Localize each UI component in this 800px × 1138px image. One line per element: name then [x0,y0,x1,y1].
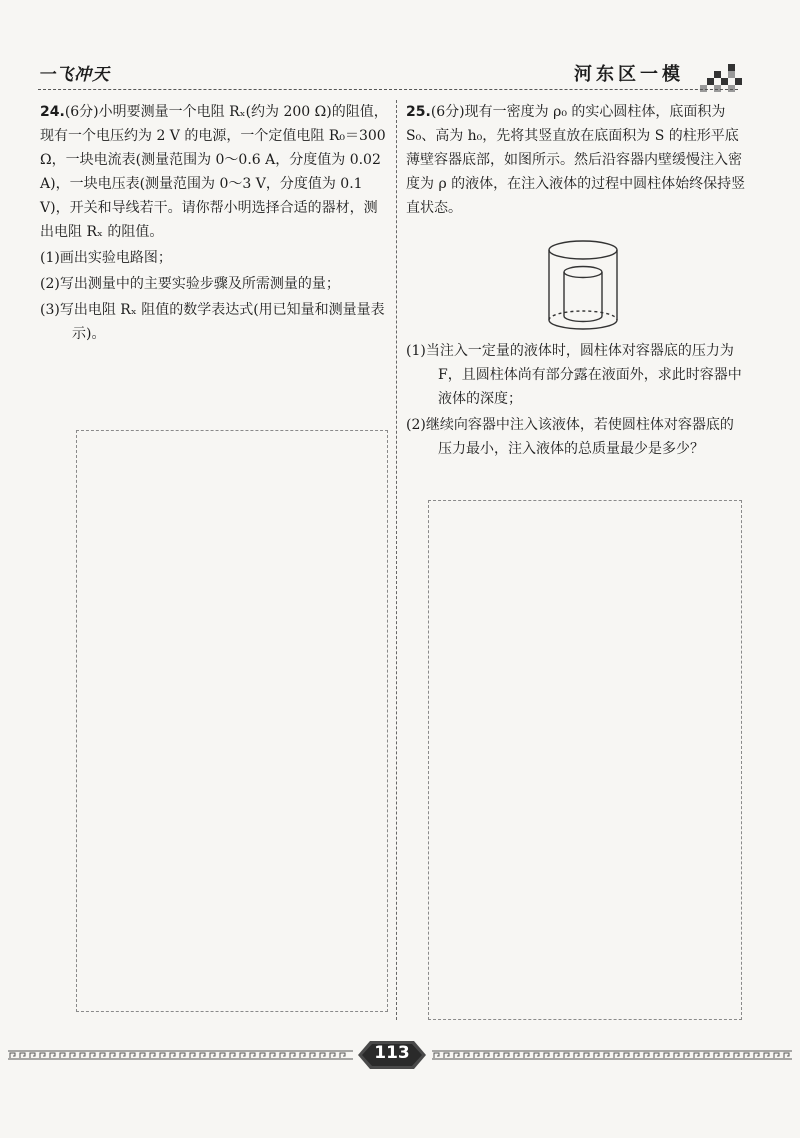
question-24-part-1: (1)画出实验电路图； [40,250,172,266]
question-25-number: 25. [406,104,431,120]
footer-pattern-right [432,1050,792,1060]
question-25-part-2: (2)继续向容器中注入该液体，若使圆柱体对容器底的压力最小，注入液体的总质量最少是多少？ [406,417,734,457]
header-left-title: 一飞冲天 [38,65,110,85]
question-25-part-1: (1)当注入一定量的液体时，圆柱体对容器底的压力为 F，且圆柱体尚有部分露在液面外，求此时容器中液体的深度； [406,343,742,407]
question-25 [406,100,746,220]
question-24-part-2: (2)写出测量中的主要实验步骤及所需测量的量； [40,276,340,292]
header-right-title: 河东区一模 [574,64,684,85]
question-25-statement [406,100,746,220]
header-rule [38,89,738,90]
page-number: 113 [374,1043,410,1063]
question-24 [40,100,388,346]
question-24-text: (6分)小明要测量一个电阻 Rₓ(约为 200 Ω)的阻值，现有一个电压约为 2 V 的电源，一个定值电阻 R₀＝300 Ω，一块电流表(测量范围为 0～0.6 A，分度值为 0.02 A)，一块电压表(测量范围为 0～3 V，分度值为 0.1 V)，开关和导线若干。请你帮小明选择合适的器材，测出电阻 Rₓ 的阻值。 [40,104,388,240]
question-24-answer-area[interactable] [76,430,388,1012]
question-24-part-3: (3)写出电阻 Rₓ 阻值的数学表达式(用已知量和测量量表示)。 [40,302,385,342]
footer-pattern-left [8,1050,353,1060]
question-25-parts [406,337,746,461]
checkerboard-ornament-icon [700,64,742,92]
question-25-text: (6分)现有一密度为 ρ₀ 的实心圆柱体，底面积为 S₀、高为 h₀，先将其竖直放在底面积为 S 的柱形平底薄壁容器底部，如图所示。然后沿容器内壁缓慢注入密度为 ρ 的液体，在注入液体的过程中圆柱体始终保持竖直状态。 [406,104,746,216]
column-divider [396,100,397,1020]
question-25-answer-area[interactable] [428,500,742,1020]
cylinder-in-container-figure [540,238,626,334]
question-24-number: 24. [40,104,65,120]
question-24-statement [40,100,388,244]
